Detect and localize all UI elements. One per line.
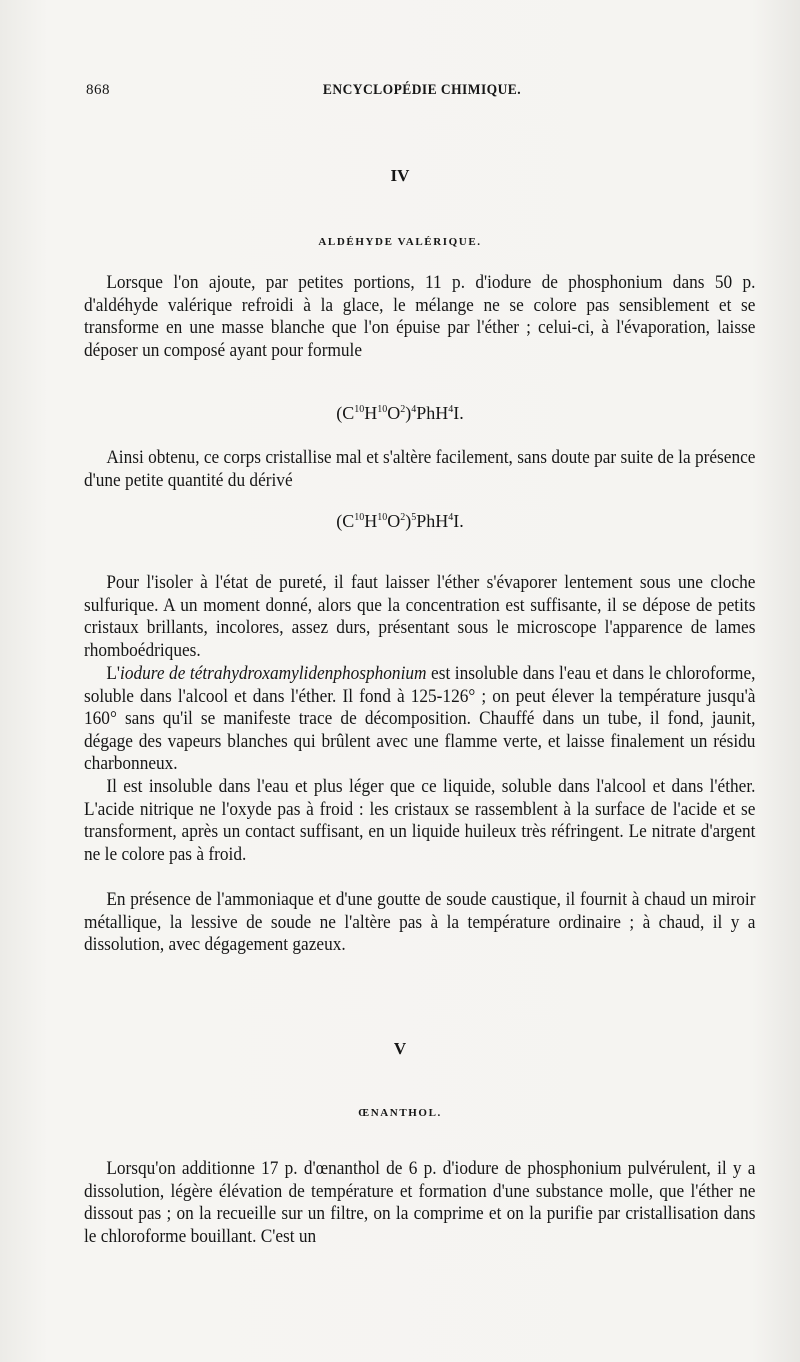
page-header [86,82,758,104]
paragraph-aldehyde-intro: Lorsque l'on ajoute, par petites portions, 11 p. d'iodure de phosphonium dans 50 p. d'aldéhyde valérique refroidi à la glace, le mélange ne se colore pas sensiblement et se transforme en une masse blanche que l'on épuise par l'éther ; celui-ci, à l'évaporation, laisse déposer un composé ayant pour formule [84,272,756,361]
paragraph-crystallise: Ainsi obtenu, ce corps cristallise mal et s'altère facilement, sans doute par suite de la présence d'une petite quantité du dérivé [84,447,756,491]
paragraph-oenanthol: Lorsqu'on additionne 17 p. d'œnanthol de 6 p. d'iodure de phosphonium pulvérulent, il y a dissolution, légère élévation de température et formation d'une substance molle, que l'éther ne dissout pas ; on la recueille sur un filtre, on la comprime et on la purifie par cristallisation dans le chloroforme bouillant. C'est un [84,1158,756,1247]
page-number: 868 [86,82,110,98]
section-title-aldehyde: ALDÉHYDE VALÉRIQUE. [318,236,482,248]
paragraph-isolation: Pour l'isoler à l'état de pureté, il faut laisser l'éther s'évaporer lentement sous une cloche sulfurique. A un moment donné, alors que la concentration est suffisante, il se dépose de petits cristaux brillants, incolores, assez durs, présentant sous le microscope l'apparence de lames rhomboédriques. [84,572,756,661]
compound-name-italic: iodure de tétrahydroxamylidenphosphonium [120,663,427,684]
section-title-oenanthol: ŒNANTHOL. [358,1107,442,1119]
paragraph-solubility: Il est insoluble dans l'eau et plus léger que ce liquide, soluble dans l'alcool et dans l'éther. L'acide nitrique ne l'oxyde pas à froid : les cristaux se rassemblent à la surface de l'acide et se transforment, après un contact suffisant, en un liquide huileux très réfringent. Le nitrate d'argent ne le colore pas à froid. [84,776,756,865]
paragraph-iodure-properties: L'iodure de tétrahydroxamylidenphosphonium est insoluble dans l'eau et dans le chloroforme, soluble dans l'alcool et dans l'éther. Il fond à 125-126° ; on peut élever la température jusqu'à 160° sans qu'il se manifeste trace de décomposition. Chauffé dans un tube, il fond, jaunit, dégage des vapeurs blanches qui brûlent avec une flamme verte, et laisse finalement un résidu charbonneux. [84,663,756,774]
formula-tetra: $(C^{10}H^{10}O^2)^4PhH^4I$. [336,403,464,423]
running-title: ENCYCLOPÉDIE CHIMIQUE. [322,82,522,98]
paragraph-ammonia: En présence de l'ammoniaque et d'une goutte de soude caustique, il fournit à chaud un miroir métallique, la lessive de soude ne l'altère pas à la température ordinaire ; à chaud, il y a dissolution, avec dégagement gazeux. [84,889,756,955]
formula-penta: $(C^{10}H^{10}O^2)^5PhH^4I$. [336,511,464,531]
section-number-iv: IV [390,166,410,185]
section-number-v: V [393,1039,407,1058]
